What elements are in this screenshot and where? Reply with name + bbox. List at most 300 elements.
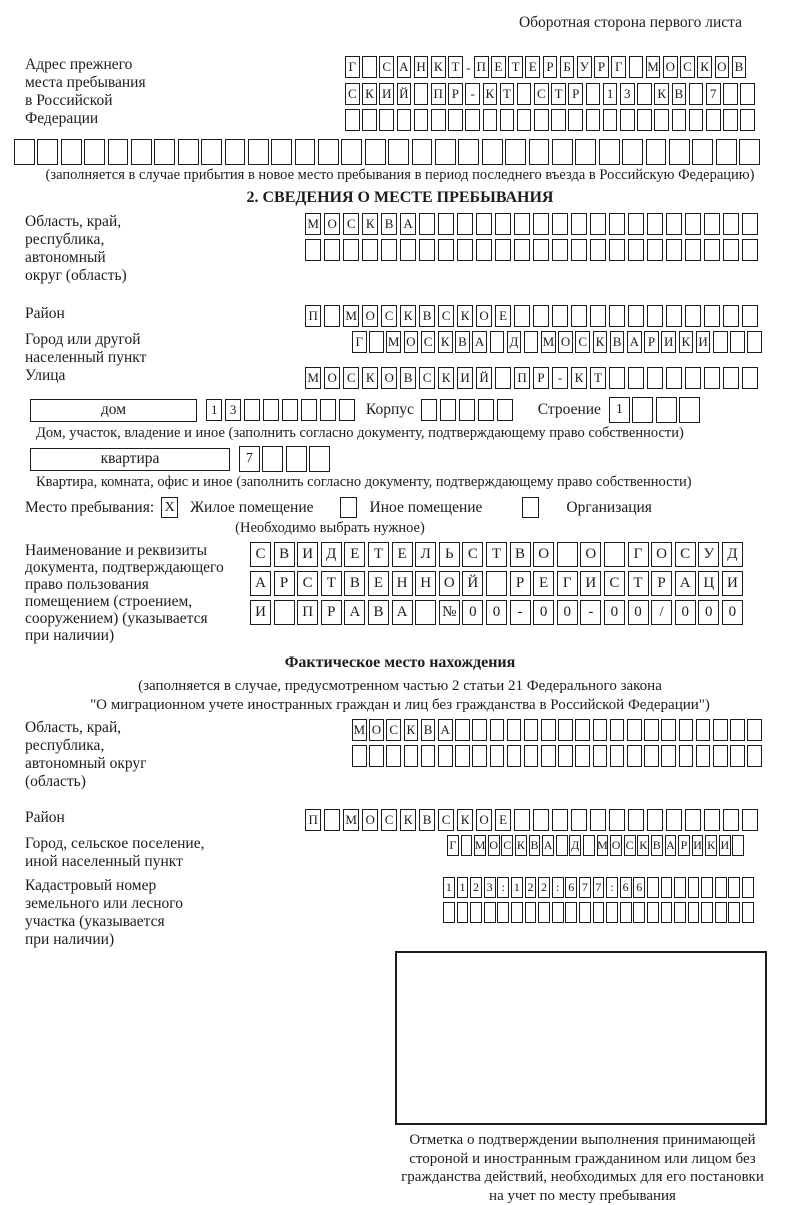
char-box[interactable]: Е bbox=[392, 542, 413, 567]
char-box[interactable] bbox=[586, 109, 601, 131]
char-box[interactable] bbox=[558, 745, 573, 767]
char-box[interactable]: С bbox=[381, 305, 397, 327]
char-box[interactable] bbox=[201, 139, 222, 165]
char-box[interactable]: М bbox=[343, 305, 359, 327]
char-box[interactable] bbox=[661, 719, 676, 741]
char-box[interactable]: А bbox=[400, 213, 416, 235]
char-box[interactable] bbox=[713, 719, 728, 741]
char-box[interactable] bbox=[666, 239, 682, 261]
char-box[interactable] bbox=[419, 213, 435, 235]
char-box[interactable]: 1 bbox=[511, 877, 523, 898]
char-box[interactable]: 0 bbox=[698, 600, 719, 625]
char-box[interactable]: Т bbox=[590, 367, 606, 389]
char-box[interactable] bbox=[747, 745, 762, 767]
char-box[interactable]: А bbox=[397, 56, 412, 78]
char-box[interactable] bbox=[440, 399, 456, 421]
char-box[interactable]: Б bbox=[560, 56, 575, 78]
char-box[interactable]: О bbox=[580, 542, 601, 567]
char-box[interactable] bbox=[497, 399, 513, 421]
char-box[interactable] bbox=[583, 835, 595, 856]
char-box[interactable]: К bbox=[438, 331, 453, 353]
char-box[interactable]: 7 bbox=[579, 877, 591, 898]
char-box[interactable] bbox=[483, 109, 498, 131]
char-box[interactable] bbox=[609, 213, 625, 235]
char-box[interactable] bbox=[362, 239, 378, 261]
char-box[interactable] bbox=[386, 745, 401, 767]
checkbox-organization[interactable] bbox=[522, 497, 539, 518]
char-box[interactable]: О bbox=[324, 367, 340, 389]
checkbox-residential[interactable]: X bbox=[161, 497, 178, 518]
char-box[interactable] bbox=[421, 745, 436, 767]
char-box[interactable] bbox=[497, 902, 509, 923]
char-box[interactable]: С bbox=[250, 542, 271, 567]
char-box[interactable]: / bbox=[651, 600, 672, 625]
char-box[interactable] bbox=[505, 139, 526, 165]
char-box[interactable] bbox=[632, 397, 653, 423]
char-box[interactable] bbox=[685, 239, 701, 261]
char-box[interactable]: : bbox=[606, 877, 618, 898]
char-box[interactable] bbox=[541, 719, 556, 741]
char-box[interactable]: 2 bbox=[538, 877, 550, 898]
char-box[interactable]: К bbox=[637, 835, 649, 856]
char-box[interactable] bbox=[656, 397, 677, 423]
char-box[interactable]: Р bbox=[274, 571, 295, 596]
char-box[interactable]: К bbox=[571, 367, 587, 389]
char-box[interactable] bbox=[628, 305, 644, 327]
char-box[interactable]: 2 bbox=[470, 877, 482, 898]
char-box[interactable]: В bbox=[381, 213, 397, 235]
char-box[interactable] bbox=[685, 809, 701, 831]
char-box[interactable]: 1 bbox=[603, 83, 618, 105]
char-box[interactable] bbox=[541, 745, 556, 767]
char-box[interactable] bbox=[571, 239, 587, 261]
char-box[interactable]: К bbox=[515, 835, 527, 856]
char-box[interactable]: Д bbox=[722, 542, 743, 567]
char-box[interactable] bbox=[352, 745, 367, 767]
char-box[interactable]: К bbox=[654, 83, 669, 105]
char-box[interactable] bbox=[524, 745, 539, 767]
char-box[interactable] bbox=[365, 139, 386, 165]
char-box[interactable] bbox=[622, 139, 643, 165]
char-box[interactable]: К bbox=[362, 367, 378, 389]
char-box[interactable]: В bbox=[610, 331, 625, 353]
char-box[interactable]: К bbox=[404, 719, 419, 741]
char-box[interactable] bbox=[538, 902, 550, 923]
char-box[interactable]: О bbox=[476, 809, 492, 831]
char-box[interactable]: С bbox=[680, 56, 695, 78]
char-box[interactable]: И bbox=[379, 83, 394, 105]
char-box[interactable]: Е bbox=[344, 542, 365, 567]
char-box[interactable] bbox=[704, 239, 720, 261]
char-box[interactable] bbox=[263, 399, 279, 421]
char-box[interactable] bbox=[421, 399, 437, 421]
char-box[interactable] bbox=[345, 109, 360, 131]
char-box[interactable] bbox=[647, 367, 663, 389]
char-box[interactable] bbox=[400, 239, 416, 261]
char-box[interactable]: Р bbox=[678, 835, 690, 856]
char-box[interactable] bbox=[647, 902, 659, 923]
char-box[interactable] bbox=[514, 305, 530, 327]
char-box[interactable] bbox=[672, 109, 687, 131]
char-box[interactable] bbox=[490, 745, 505, 767]
char-box[interactable] bbox=[495, 367, 511, 389]
char-box[interactable] bbox=[388, 139, 409, 165]
char-box[interactable]: С bbox=[379, 56, 394, 78]
char-box[interactable] bbox=[661, 902, 673, 923]
char-box[interactable] bbox=[742, 902, 754, 923]
char-box[interactable] bbox=[723, 109, 738, 131]
char-box[interactable] bbox=[716, 139, 737, 165]
char-box[interactable]: С bbox=[438, 305, 454, 327]
char-box[interactable]: - bbox=[510, 600, 531, 625]
char-box[interactable] bbox=[435, 139, 456, 165]
char-box[interactable] bbox=[688, 902, 700, 923]
char-box[interactable]: П bbox=[297, 600, 318, 625]
char-box[interactable]: С bbox=[419, 367, 435, 389]
char-box[interactable] bbox=[381, 239, 397, 261]
char-box[interactable]: В bbox=[368, 600, 389, 625]
char-box[interactable] bbox=[320, 399, 336, 421]
char-box[interactable] bbox=[689, 109, 704, 131]
char-box[interactable] bbox=[178, 139, 199, 165]
char-box[interactable]: К bbox=[431, 56, 446, 78]
char-box[interactable]: К bbox=[705, 835, 717, 856]
char-box[interactable]: Р bbox=[594, 56, 609, 78]
char-box[interactable] bbox=[154, 139, 175, 165]
char-box[interactable]: К bbox=[400, 809, 416, 831]
char-box[interactable] bbox=[609, 809, 625, 831]
char-box[interactable] bbox=[482, 139, 503, 165]
char-box[interactable] bbox=[628, 213, 644, 235]
char-box[interactable]: 7 bbox=[706, 83, 721, 105]
char-box[interactable]: К bbox=[679, 331, 694, 353]
char-box[interactable]: О bbox=[533, 542, 554, 567]
char-box[interactable]: С bbox=[381, 809, 397, 831]
char-box[interactable] bbox=[627, 719, 642, 741]
char-box[interactable]: И bbox=[457, 367, 473, 389]
char-box[interactable]: С bbox=[462, 542, 483, 567]
char-box[interactable] bbox=[610, 719, 625, 741]
char-box[interactable] bbox=[590, 213, 606, 235]
char-box[interactable] bbox=[490, 719, 505, 741]
char-box[interactable] bbox=[552, 213, 568, 235]
char-box[interactable] bbox=[495, 213, 511, 235]
char-box[interactable] bbox=[305, 239, 321, 261]
char-box[interactable]: М bbox=[305, 367, 321, 389]
char-box[interactable]: Е bbox=[533, 571, 554, 596]
char-box[interactable]: 1 bbox=[609, 397, 630, 423]
char-box[interactable] bbox=[730, 719, 745, 741]
char-box[interactable] bbox=[674, 877, 686, 898]
char-box[interactable] bbox=[742, 213, 758, 235]
char-box[interactable] bbox=[723, 305, 739, 327]
char-box[interactable] bbox=[472, 719, 487, 741]
char-box[interactable]: В bbox=[400, 367, 416, 389]
char-box[interactable] bbox=[647, 239, 663, 261]
char-box[interactable]: О bbox=[439, 571, 460, 596]
char-box[interactable] bbox=[84, 139, 105, 165]
char-box[interactable]: 0 bbox=[675, 600, 696, 625]
char-box[interactable]: 0 bbox=[604, 600, 625, 625]
char-box[interactable]: С bbox=[345, 83, 360, 105]
char-box[interactable] bbox=[324, 809, 340, 831]
char-box[interactable]: Р bbox=[448, 83, 463, 105]
char-box[interactable] bbox=[620, 902, 632, 923]
char-box[interactable]: Й bbox=[462, 571, 483, 596]
char-box[interactable] bbox=[472, 745, 487, 767]
char-box[interactable] bbox=[629, 56, 644, 78]
char-box[interactable] bbox=[495, 239, 511, 261]
char-box[interactable] bbox=[571, 809, 587, 831]
char-box[interactable]: Е bbox=[491, 56, 506, 78]
char-box[interactable]: 1 bbox=[443, 877, 455, 898]
char-box[interactable] bbox=[457, 902, 469, 923]
char-box[interactable] bbox=[552, 902, 564, 923]
char-box[interactable]: Р bbox=[321, 600, 342, 625]
char-box[interactable]: Е bbox=[495, 809, 511, 831]
char-box[interactable]: - bbox=[465, 83, 480, 105]
char-box[interactable] bbox=[669, 139, 690, 165]
char-box[interactable] bbox=[593, 902, 605, 923]
char-box[interactable] bbox=[723, 367, 739, 389]
char-box[interactable]: В bbox=[651, 835, 663, 856]
char-box[interactable]: В bbox=[419, 305, 435, 327]
char-box[interactable]: Н bbox=[414, 56, 429, 78]
char-box[interactable] bbox=[486, 571, 507, 596]
char-box[interactable] bbox=[628, 367, 644, 389]
char-box[interactable]: П bbox=[514, 367, 530, 389]
char-box[interactable]: С bbox=[343, 213, 359, 235]
char-box[interactable]: О bbox=[369, 719, 384, 741]
char-box[interactable] bbox=[551, 109, 566, 131]
char-box[interactable]: Г bbox=[352, 331, 367, 353]
char-box[interactable]: Д bbox=[569, 835, 581, 856]
char-box[interactable]: В bbox=[529, 835, 541, 856]
char-box[interactable]: О bbox=[381, 367, 397, 389]
char-box[interactable]: В bbox=[344, 571, 365, 596]
char-box[interactable] bbox=[324, 239, 340, 261]
char-box[interactable] bbox=[225, 139, 246, 165]
char-box[interactable] bbox=[14, 139, 35, 165]
char-box[interactable] bbox=[688, 877, 700, 898]
char-box[interactable]: А bbox=[392, 600, 413, 625]
char-box[interactable] bbox=[723, 213, 739, 235]
char-box[interactable] bbox=[696, 719, 711, 741]
char-box[interactable]: А bbox=[675, 571, 696, 596]
char-box[interactable] bbox=[701, 877, 713, 898]
char-box[interactable]: Н bbox=[415, 571, 436, 596]
char-box[interactable]: Р bbox=[510, 571, 531, 596]
char-box[interactable]: Т bbox=[551, 83, 566, 105]
char-box[interactable] bbox=[628, 809, 644, 831]
char-box[interactable] bbox=[575, 745, 590, 767]
char-box[interactable] bbox=[701, 902, 713, 923]
char-box[interactable]: И bbox=[580, 571, 601, 596]
char-box[interactable]: М bbox=[343, 809, 359, 831]
char-box[interactable] bbox=[514, 809, 530, 831]
char-box[interactable] bbox=[552, 305, 568, 327]
char-box[interactable] bbox=[704, 809, 720, 831]
char-box[interactable]: В bbox=[510, 542, 531, 567]
char-box[interactable] bbox=[666, 305, 682, 327]
char-box[interactable] bbox=[415, 600, 436, 625]
char-box[interactable] bbox=[455, 719, 470, 741]
char-box[interactable] bbox=[414, 109, 429, 131]
char-box[interactable]: У bbox=[577, 56, 592, 78]
char-box[interactable] bbox=[514, 239, 530, 261]
char-box[interactable] bbox=[274, 600, 295, 625]
char-box[interactable] bbox=[689, 83, 704, 105]
char-box[interactable] bbox=[646, 139, 667, 165]
char-box[interactable] bbox=[419, 239, 435, 261]
char-box[interactable]: П bbox=[431, 83, 446, 105]
char-box[interactable] bbox=[248, 139, 269, 165]
char-box[interactable] bbox=[397, 109, 412, 131]
char-box[interactable] bbox=[647, 809, 663, 831]
char-box[interactable] bbox=[644, 745, 659, 767]
char-box[interactable]: В bbox=[421, 719, 436, 741]
char-box[interactable] bbox=[282, 399, 298, 421]
char-box[interactable]: О bbox=[663, 56, 678, 78]
char-box[interactable]: - bbox=[580, 600, 601, 625]
char-box[interactable]: Й bbox=[476, 367, 492, 389]
char-box[interactable] bbox=[490, 331, 505, 353]
char-box[interactable] bbox=[685, 367, 701, 389]
char-box[interactable]: С bbox=[386, 719, 401, 741]
char-box[interactable] bbox=[679, 719, 694, 741]
char-box[interactable] bbox=[674, 902, 686, 923]
char-box[interactable] bbox=[704, 213, 720, 235]
char-box[interactable] bbox=[457, 239, 473, 261]
char-box[interactable]: И bbox=[692, 835, 704, 856]
char-box[interactable]: В bbox=[732, 56, 747, 78]
char-box[interactable] bbox=[740, 83, 755, 105]
char-box[interactable]: Г bbox=[447, 835, 459, 856]
char-box[interactable] bbox=[713, 745, 728, 767]
char-box[interactable]: М bbox=[597, 835, 609, 856]
char-box[interactable] bbox=[715, 877, 727, 898]
char-box[interactable] bbox=[362, 56, 377, 78]
char-box[interactable] bbox=[507, 719, 522, 741]
char-box[interactable] bbox=[704, 367, 720, 389]
char-box[interactable]: 1 bbox=[206, 399, 222, 421]
char-box[interactable] bbox=[628, 239, 644, 261]
char-box[interactable]: Р bbox=[543, 56, 558, 78]
char-box[interactable] bbox=[606, 902, 618, 923]
char-box[interactable] bbox=[309, 446, 330, 472]
char-box[interactable] bbox=[661, 877, 673, 898]
char-box[interactable] bbox=[747, 331, 762, 353]
char-box[interactable] bbox=[369, 331, 384, 353]
char-box[interactable] bbox=[575, 139, 596, 165]
char-box[interactable] bbox=[500, 109, 515, 131]
char-box[interactable] bbox=[478, 399, 494, 421]
char-box[interactable] bbox=[590, 305, 606, 327]
char-box[interactable]: 0 bbox=[486, 600, 507, 625]
char-box[interactable] bbox=[742, 877, 754, 898]
char-box[interactable] bbox=[723, 239, 739, 261]
char-box[interactable] bbox=[458, 139, 479, 165]
char-box[interactable]: С bbox=[575, 331, 590, 353]
char-box[interactable]: К bbox=[457, 809, 473, 831]
char-box[interactable]: А bbox=[627, 331, 642, 353]
char-box[interactable]: Г bbox=[611, 56, 626, 78]
char-box[interactable]: О bbox=[488, 835, 500, 856]
char-box[interactable]: 0 bbox=[462, 600, 483, 625]
char-box[interactable] bbox=[723, 809, 739, 831]
char-box[interactable]: В bbox=[455, 331, 470, 353]
char-box[interactable] bbox=[379, 109, 394, 131]
char-box[interactable] bbox=[637, 109, 652, 131]
char-box[interactable] bbox=[324, 305, 340, 327]
char-box[interactable]: Ь bbox=[439, 542, 460, 567]
char-box[interactable] bbox=[739, 139, 760, 165]
char-box[interactable]: Т bbox=[368, 542, 389, 567]
char-box[interactable] bbox=[728, 877, 740, 898]
char-box[interactable]: Г bbox=[557, 571, 578, 596]
char-box[interactable]: Т bbox=[448, 56, 463, 78]
char-box[interactable] bbox=[661, 745, 676, 767]
char-box[interactable]: А bbox=[542, 835, 554, 856]
char-box[interactable] bbox=[747, 719, 762, 741]
char-box[interactable] bbox=[679, 397, 700, 423]
char-box[interactable]: К bbox=[457, 305, 473, 327]
char-box[interactable]: С bbox=[343, 367, 359, 389]
char-box[interactable] bbox=[286, 446, 307, 472]
char-box[interactable]: О bbox=[610, 835, 622, 856]
char-box[interactable] bbox=[571, 213, 587, 235]
char-box[interactable] bbox=[590, 809, 606, 831]
char-box[interactable] bbox=[533, 213, 549, 235]
char-box[interactable] bbox=[565, 902, 577, 923]
char-box[interactable] bbox=[362, 109, 377, 131]
char-box[interactable] bbox=[742, 367, 758, 389]
char-box[interactable] bbox=[341, 139, 362, 165]
char-box[interactable]: А bbox=[472, 331, 487, 353]
char-box[interactable] bbox=[459, 399, 475, 421]
char-box[interactable] bbox=[647, 305, 663, 327]
char-box[interactable]: С bbox=[297, 571, 318, 596]
char-box[interactable]: Д bbox=[321, 542, 342, 567]
char-box[interactable] bbox=[108, 139, 129, 165]
char-box[interactable] bbox=[455, 745, 470, 767]
char-box[interactable]: 3 bbox=[484, 877, 496, 898]
char-box[interactable] bbox=[524, 331, 539, 353]
char-box[interactable] bbox=[514, 213, 530, 235]
char-box[interactable]: О bbox=[715, 56, 730, 78]
char-box[interactable] bbox=[654, 109, 669, 131]
char-box[interactable] bbox=[627, 745, 642, 767]
char-box[interactable] bbox=[476, 213, 492, 235]
char-box[interactable]: С bbox=[421, 331, 436, 353]
char-box[interactable]: О bbox=[404, 331, 419, 353]
char-box[interactable]: Т bbox=[508, 56, 523, 78]
char-box[interactable]: К bbox=[593, 331, 608, 353]
char-box[interactable]: Т bbox=[321, 571, 342, 596]
char-box[interactable] bbox=[412, 139, 433, 165]
char-box[interactable] bbox=[728, 902, 740, 923]
char-box[interactable]: О bbox=[362, 305, 378, 327]
char-box[interactable]: О bbox=[476, 305, 492, 327]
char-box[interactable] bbox=[484, 902, 496, 923]
char-box[interactable]: А bbox=[665, 835, 677, 856]
char-box[interactable] bbox=[692, 139, 713, 165]
char-box[interactable] bbox=[431, 109, 446, 131]
char-box[interactable] bbox=[244, 399, 260, 421]
char-box[interactable] bbox=[457, 213, 473, 235]
char-box[interactable]: Н bbox=[392, 571, 413, 596]
char-box[interactable] bbox=[271, 139, 292, 165]
